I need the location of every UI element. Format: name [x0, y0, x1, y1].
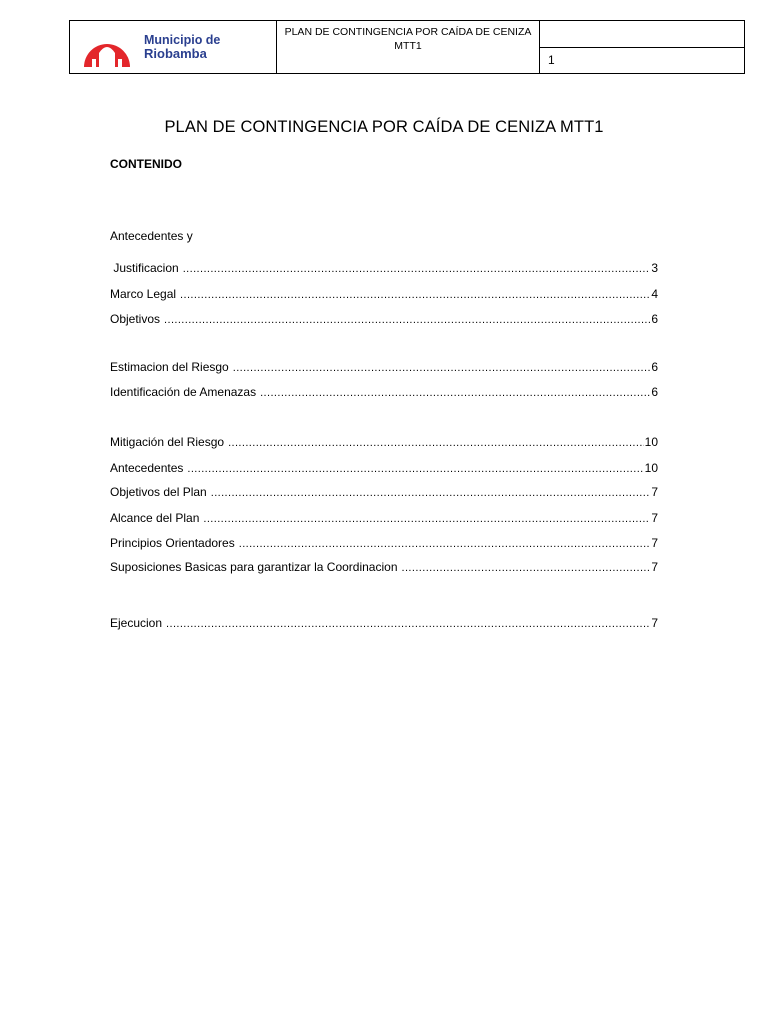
toc-entry-label: Mitigación del Riesgo	[110, 435, 225, 449]
toc-entry[interactable]	[110, 459, 658, 475]
toc-entry-label: Suposiciones Basicas para garantizar la Coordinacion	[110, 560, 398, 574]
toc-entry-page: 7	[651, 536, 658, 550]
toc-entry[interactable]	[110, 383, 658, 399]
logo-text	[144, 34, 220, 60]
contents-heading: CONTENIDO	[110, 157, 182, 171]
toc-dot-leader	[166, 616, 650, 630]
toc-entry-label: Justificacion	[110, 261, 179, 275]
toc-entry-page: 10	[644, 461, 658, 475]
logo-cell	[70, 21, 277, 73]
toc-entry-label: Estimacion del Riesgo	[110, 360, 229, 374]
toc-entry[interactable]	[110, 259, 658, 275]
header-title-line-2: MTT1	[394, 40, 422, 52]
toc-entry-page: 7	[651, 560, 658, 574]
toc-entry-label: Alcance del Plan	[110, 511, 200, 525]
header-page-number: 1	[548, 53, 555, 68]
toc-dot-leader	[211, 485, 651, 499]
toc-entry[interactable]	[110, 558, 658, 574]
municipality-logo-icon	[80, 23, 134, 71]
toc-entry[interactable]	[110, 310, 658, 326]
toc-dot-leader	[180, 287, 650, 301]
toc-entry-label: Ejecucion	[110, 616, 163, 630]
toc-entry-page: 6	[651, 312, 658, 326]
toc-entry-page: 7	[651, 616, 658, 630]
header-title-line-1: PLAN DE CONTINGENCIA POR CAÍDA DE CENIZA	[284, 26, 532, 38]
document-title: PLAN DE CONTINGENCIA POR CAÍDA DE CENIZA MTT1	[164, 118, 604, 136]
toc-entry-page: 3	[651, 261, 658, 275]
toc-entry[interactable]	[110, 433, 658, 449]
toc-entry[interactable]	[110, 509, 658, 525]
toc-dot-leader	[239, 536, 651, 550]
toc-dot-leader	[402, 560, 651, 574]
toc-dot-leader	[164, 312, 650, 326]
toc-dot-leader	[228, 435, 644, 449]
toc-dot-leader	[233, 360, 651, 374]
toc-entry[interactable]	[110, 358, 658, 374]
toc-entry-page: 10	[644, 435, 658, 449]
toc-entry[interactable]	[110, 534, 658, 550]
toc-entry-label: Objetivos del Plan	[110, 485, 207, 499]
toc-entry-label: Marco Legal	[110, 287, 177, 301]
toc-entry-page: 6	[651, 360, 658, 374]
logo-line-2: Riobamba	[144, 46, 207, 61]
toc-dot-leader	[187, 461, 643, 475]
toc-entry-page: 4	[651, 287, 658, 301]
document-header	[69, 20, 745, 74]
toc-dot-leader	[203, 511, 650, 525]
toc-dot-leader	[183, 261, 651, 275]
toc-entry-page: 7	[651, 485, 658, 499]
toc-entry-page: 7	[651, 511, 658, 525]
toc-entry[interactable]	[110, 483, 658, 499]
toc-entry-label: Objetivos	[110, 312, 161, 326]
toc-dot-leader	[260, 385, 650, 399]
toc-entry-label: Principios Orientadores	[110, 536, 235, 550]
toc-entry[interactable]	[110, 285, 658, 301]
logo-line-1: Municipio de	[144, 33, 221, 47]
toc-entry-label: Identificación de Amenazas	[110, 385, 257, 399]
toc-entry-page: 6	[651, 385, 658, 399]
header-right-cell	[540, 21, 744, 73]
header-blank-cell	[540, 21, 744, 48]
toc-first-heading: Antecedentes y	[110, 229, 193, 243]
header-title-cell	[277, 21, 540, 73]
toc-entry[interactable]	[110, 614, 658, 630]
toc-entry-label: Antecedentes	[110, 461, 184, 475]
